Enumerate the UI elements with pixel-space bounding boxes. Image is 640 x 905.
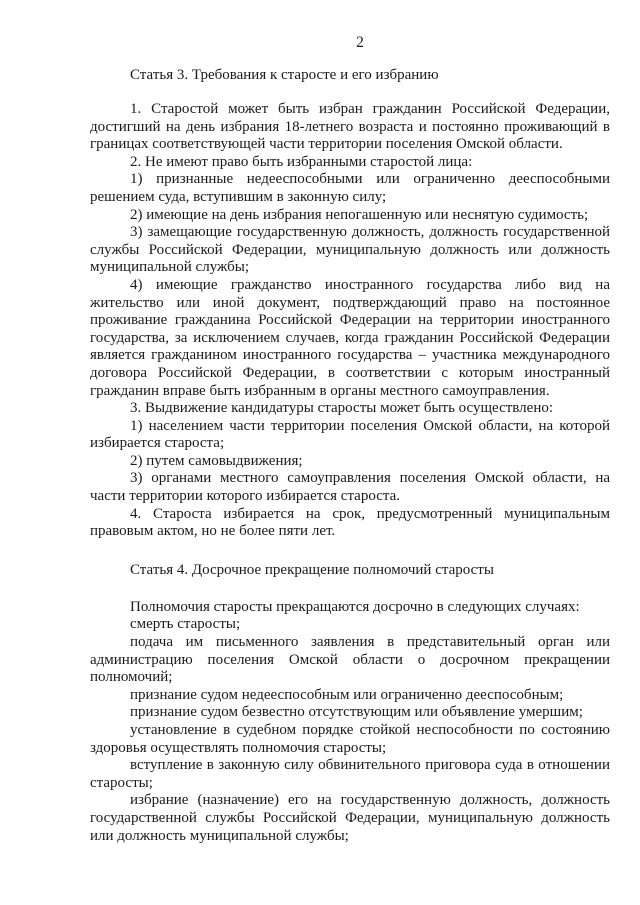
article-4-paragraph: избрание (назначение) его на государственную должность, должность государственной службы Российской Федерации, муниципальную должность или должность муниципальной службы; [90, 792, 610, 844]
article-4-paragraph: признание судом безвестно отсутствующим или объявление умершим; [130, 704, 583, 721]
article-4-paragraph: Полномочия старосты прекращаются досрочно в следующих случаях: [130, 598, 580, 615]
article-4-paragraph: подача им письменного заявления в представительный орган или администрацию поселения Омской области о досрочном прекращении полномочий; [90, 634, 610, 686]
article-3-paragraph: 3) органами местного самоуправления поселения Омской области, на части территории которого избирается староста. [90, 470, 610, 505]
article-3-paragraph: 2) путем самовыдвижения; [130, 452, 303, 469]
article-3-paragraph: 2. Не имеют право быть избранными старостой лица: [130, 153, 473, 170]
article-3-paragraph: 4. Староста избирается на срок, предусмотренный муниципальным правовым актом, но не более пяти лет. [90, 505, 610, 540]
article-3-paragraph: 3. Выдвижение кандидатуры старосты может быть осуществлено: [130, 400, 554, 417]
article-4-paragraph: вступление в законную силу обвинительного приговора суда в отношении старосты; [90, 757, 610, 791]
article-3-paragraph: 1) населением части территории поселения Омской области, на которой избирается староста; [90, 417, 610, 452]
article-3-title: Статья 3. Требования к старосте и его избранию [130, 67, 439, 83]
article-4-paragraph: признание судом недееспособным или ограниченно дееспособным; [130, 686, 564, 703]
article-3-paragraph: 3) замещающие государственную должность, должность государственной службы Российской Федерации, муниципальную должность или должность муниципальной службы; [90, 224, 610, 276]
article-3-paragraph: 1) признанные недееспособными или ограниченно дееспособными решением суда, вступившим в законную силу; [90, 171, 610, 205]
article-4-paragraph: установление в судебном порядке стойкой неспособности по состоянию здоровья осуществлять полномочия старосты; [90, 722, 610, 756]
article-4-title: Статья 4. Досрочное прекращение полномочий старосты [130, 561, 494, 578]
article-3-paragraph: 1. Старостой может быть избран гражданин Российской Федерации, достигший на день избрания 18-летнего возраста и постоянно проживающий в границах соответствующей части территории поселения Омской области. [90, 101, 610, 153]
article-4-paragraph: смерть старосты; [130, 616, 241, 633]
article-3-paragraph: 4) имеющие гражданство иностранного государства либо вид на жительство или иной документ, подтверждающий право на постоянное проживание гражданина Российской Федерации на территории иностранного государства, за исключением случаев, когда гражданин Российской Федерации является гражданином иностранного государства – участника международного договора Российской Федерации, в соответствии с которым иностранный гражданин вправе быть избранным в органы местного самоуправления. [90, 276, 610, 399]
page-number: 2 [356, 34, 364, 51]
article-3-paragraph: 2) имеющие на день избрания непогашенную или неснятую судимость; [130, 206, 589, 223]
